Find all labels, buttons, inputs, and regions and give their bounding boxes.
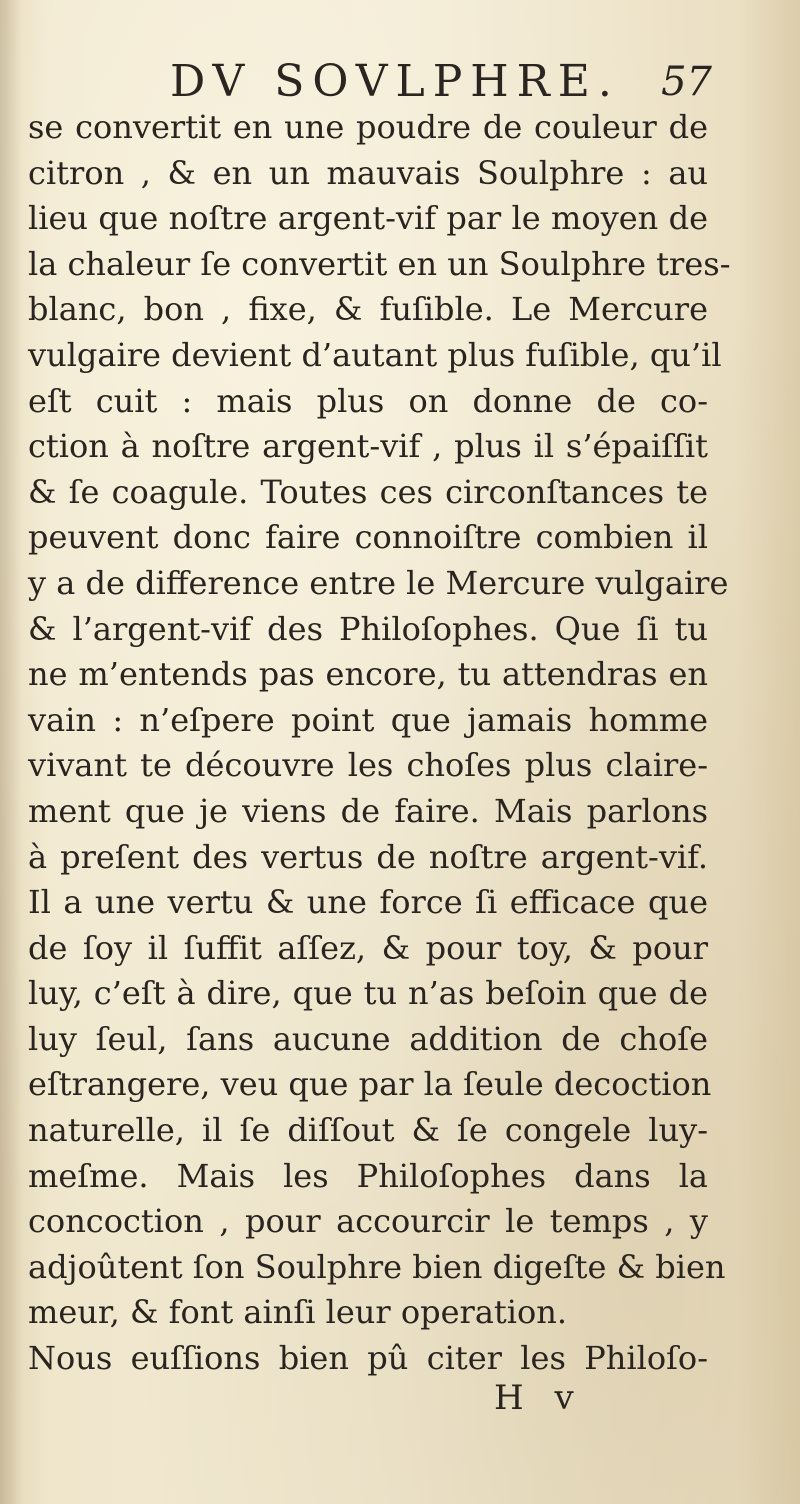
text-line: luy, c’eſt à dire, que tu n’as beſoin que de	[28, 974, 708, 1013]
text-line: Nous euſſions bien pû citer les Philoſo-	[28, 1339, 708, 1378]
text-line: se convertit en une poudre de couleur de	[28, 108, 708, 146]
text-line: eſt cuit : mais plus on donne de co-	[28, 381, 708, 420]
text-line: blanc, bon , fixe, & fuſible. Le Mercure	[28, 290, 708, 329]
running-head	[0, 52, 800, 112]
text-line: eſtrangere, veu que par la ſeule decoction	[28, 1065, 712, 1104]
running-title: DV SOVLPHRE.	[170, 56, 620, 107]
page-gutter-shadow	[0, 0, 22, 1504]
text-line: à preſent des vertus de noſtre argent-vif.	[28, 837, 708, 876]
text-line: & ſe coagule. Toutes ces circonſtances te	[28, 472, 708, 511]
body-text	[28, 105, 731, 1382]
text-line: meur, & font ainſi leur operation.	[28, 1293, 568, 1332]
text-line: naturelle, il ſe diſſout & ſe congele luy-	[28, 1111, 708, 1150]
text-line: la chaleur ſe convertit en un Soulphre tres-	[28, 244, 731, 283]
text-line: ction à noſtre argent-vif , plus il s’épaiſſit	[28, 427, 708, 466]
text-line: y a de difference entre le Mercure vulgaire	[28, 563, 729, 602]
page-number: 57	[661, 59, 712, 105]
text-line: vivant te découvre les choſes plus claire-	[28, 746, 708, 785]
text-line: luy ſeul, ſans aucune addition de choſe	[28, 1019, 708, 1058]
text-line: peuvent donc faire connoiſtre combien il	[28, 518, 708, 557]
text-line: adjoûtent ſon Soulphre bien digeſte & bien	[28, 1247, 726, 1286]
text-line: meſme. Mais les Philoſophes dans la	[28, 1156, 708, 1195]
text-line: citron , & en un mauvais Soulphre : au	[28, 153, 708, 192]
text-line: & l’argent-vif des Philoſophes. Que ſi tu	[28, 609, 708, 648]
text-line: de ſoy il ſuffit aſſez, & pour toy, & pour	[28, 928, 708, 967]
text-line: ne m’entends pas encore, tu attendras en	[28, 655, 708, 694]
text-line: lieu que noſtre argent-vif par le moyen de	[28, 199, 708, 238]
text-line: ment que je viens de faire. Mais parlons	[28, 791, 708, 830]
text-line: vulgaire devient d’autant plus fuſible, qu’il	[28, 335, 722, 374]
text-line: vain : n’eſpere point que jamais homme	[28, 700, 708, 739]
footer-row	[0, 1375, 800, 1421]
signature-mark: H v	[494, 1378, 584, 1418]
text-line: Il a une vertu & une force ſi efficace que	[28, 883, 708, 922]
text-line: concoction , pour accourcir le temps , y	[28, 1202, 708, 1241]
